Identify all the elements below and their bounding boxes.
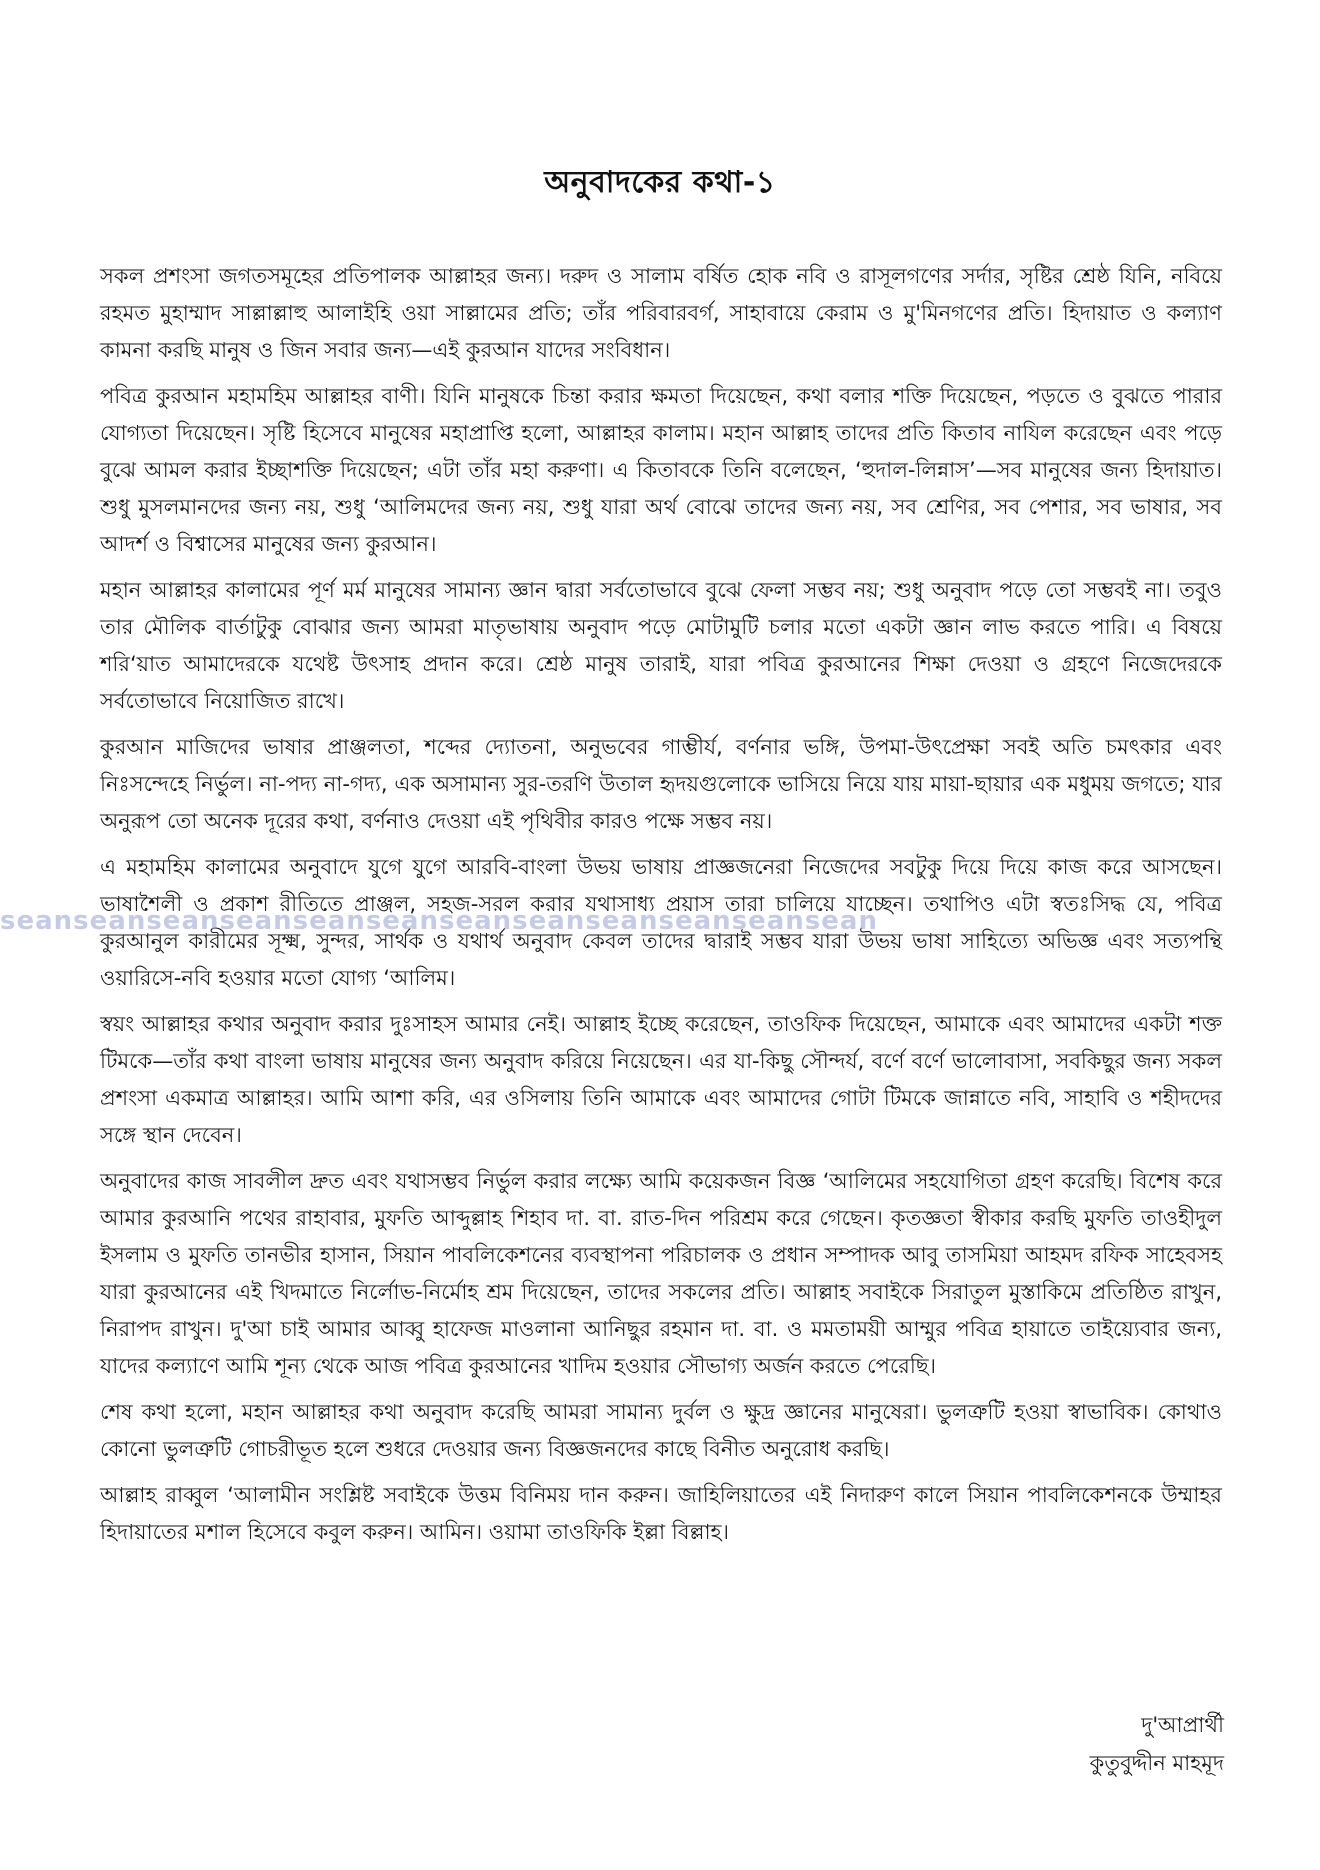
watermark-text: seanseanseanseanseanseanseanseanseanseanseansean	[0, 906, 878, 936]
paragraph-3: মহান আল্লাহর কালামের পূর্ণ মর্ম মানুষের সামান্য জ্ঞান দ্বারা সর্বতোভাবে বুঝে ফেলা সম্ভব নয়; শুধু অনুবাদ পড়ে তো সম্ভবই না। তবুও তার মৌলিক বার্তাটুকু বোঝার জন্য আমরা মাতৃভাষায় অনুবাদ পড়ে মোটামুটি চলার মতো একটা জ্ঞান লাভ করতে পারি। এ বিষয়ে শরি‘য়াত আমাদেরকে যথেষ্ট উৎসাহ প্রদান করে। শ্রেষ্ঠ মানুষ তারাই, যারা পবিত্র কুরআনের শিক্ষা দেওয়া ও গ্রহণে নিজেদেরকে সর্বতোভাবে নিয়োজিত রাখে।	[100, 578, 1222, 713]
page-title: অনুবাদকের কথা-১	[544, 165, 776, 200]
paragraph-7: অনুবাদের কাজ সাবলীল দ্রুত এবং যথাসম্ভব নির্ভুল করার লক্ষ্যে আমি কয়েকজন বিজ্ঞ ‘আলিমের সহযোগিতা গ্রহণ করেছি। বিশেষ করে আমার কুরআনি পথের রাহাবার, মুফতি আব্দুল্লাহ শিহাব দা. বা. রাত-দিন পরিশ্রম করে গেছেন। কৃতজ্ঞতা স্বীকার করছি মুফতি তাওহীদুল ইসলাম ও মুফতি তানভীর হাসান, সিয়ান পাবলিকেশনের ব্যবস্থাপনা পরিচালক ও প্রধান সম্পাদক আবু তাসমিয়া আহমদ রফিক সাহেবসহ যারা কুরআনের এই খিদমাতে নির্লোভ-নির্মোহ শ্রম দিয়েছেন, তাদের সকলের প্রতি। আল্লাহ সবাইকে সিরাতুল মুস্তাকিমে প্রতিষ্ঠিত রাখুন, নিরাপদ রাখুন। দু'আ চাই আমার আব্বু হাফেজ মাওলানা আনিছুর রহমান দা. বা. ও মমতাময়ী আম্মুর পবিত্র হায়াতে তাইয়্যেবার জন্য, যাদের কল্যাণে আমি শূন্য থেকে আজ পবিত্র কুরআনের খাদিম হওয়ার সৌভাগ্য অর্জন করতে পেরেছি।	[100, 1169, 1222, 1378]
paragraph-4: কুরআন মাজিদের ভাষার প্রাঞ্জলতা, শব্দের দ্যোতনা, অনুভবের গাম্ভীর্য, বর্ণনার ভঙ্গি, উপমা-উৎপ্রেক্ষা সবই অতি চমৎকার এবং নিঃসন্দেহে নির্ভুল। না-পদ্য না-গদ্য, এক অসামান্য সুর-তরণি উতাল হৃদয়গুলোকে ভাসিয়ে নিয়ে যায় মায়া-ছায়ার এক মধুময় জগতে; যার অনুরূপ তো অনেক দূরের কথা, বর্ণনাও দেওয়া এই পৃথিবীর কারও পক্ষে সম্ভব নয়।	[100, 735, 1222, 833]
signature-name: কুতুবুদ্দীন মাহমূদ	[1089, 1751, 1224, 1775]
signature-salutation: দু'আপ্রার্থী	[1141, 1713, 1224, 1737]
paragraph-9: আল্লাহ রাব্বুল ‘আলামীন সংশ্লিষ্ট সবাইকে উত্তম বিনিময় দান করুন। জাহিলিয়াতের এই নিদারুণ কালে সিয়ান পাবলিকেশনকে উম্মাহর হিদায়াতের মশাল হিসেবে কবুল করুন। আমিন। ওয়ামা তাওফিকি ইল্লা বিল্লাহ।	[100, 1483, 1222, 1544]
paragraph-5: এ মহামহিম কালামের অনুবাদে যুগে যুগে আরবি-বাংলা উভয় ভাষায় প্রাজ্ঞজনেরা নিজেদের সবটুকু দিয়ে দিয়ে কাজ করে আসছেন। ভাষাশৈলী ও প্রকাশ রীতিতে প্রাঞ্জল, সহজ-সরল করার যথাসাধ্য প্রয়াস তারা চালিয়ে যাচ্ছেন। তথাপিও এটা স্বতঃসিদ্ধ যে, পবিত্র কুরআনুল কারীমের সূক্ষ্ম, সুন্দর, সার্থক ও যথার্থ অনুবাদ কেবল তাদের দ্বারাই সম্ভব যারা উভয় ভাষা সাহিত্যে অভিজ্ঞ এবং সত্যপন্থি ওয়ারিসে-নবি হওয়ার মতো যোগ্য ‘আলিম।	[100, 855, 1222, 990]
paragraph-6: স্বয়ং আল্লাহর কথার অনুবাদ করার দুঃসাহস আমার নেই। আল্লাহ ইচ্ছে করেছেন, তাওফিক দিয়েছেন, আমাকে এবং আমাদের একটা শক্ত টিমকে—তাঁর কথা বাংলা ভাষায় মানুষের জন্য অনুবাদ করিয়ে নিয়েছেন। এর যা-কিছু সৌন্দর্য, বর্ণে বর্ণে ভালোবাসা, সবকিছুর জন্য সকল প্রশংসা একমাত্র আল্লাহর। আমি আশা করি, এর ওসিলায় তিনি আমাকে এবং আমাদের গোটা টিমকে জান্নাতে নবি, সাহাবি ও শহীদদের সঙ্গে স্থান দেবেন।	[100, 1012, 1222, 1147]
paragraph-1: সকল প্রশংসা জগতসমূহের প্রতিপালক আল্লাহর জন্য। দরুদ ও সালাম বর্ষিত হোক নবি ও রাসূলগণের সর্দার, সৃষ্টির শ্রেষ্ঠ যিনি, নবিয়ে রহমত মুহাম্মাদ সাল্লাল্লাহু আলাইহি ওয়া সাল্লামের প্রতি; তাঁর পরিবারবর্গ, সাহাবায়ে কেরাম ও মু'মিনগণের প্রতি। হিদায়াত ও কল্যাণ কামনা করছি মানুষ ও জিন সবার জন্য—এই কুরআন যাদের সংবিধান।	[100, 264, 1222, 362]
paragraph-2: পবিত্র কুরআন মহামহিম আল্লাহর বাণী। যিনি মানুষকে চিন্তা করার ক্ষমতা দিয়েছেন, কথা বলার শক্তি দিয়েছেন, পড়তে ও বুঝতে পারার যোগ্যতা দিয়েছেন। সৃষ্টি হিসেবে মানুষের মহাপ্রাপ্তি হলো, আল্লাহর কালাম। মহান আল্লাহ তাদের প্রতি কিতাব নাযিল করেছেন এবং পড়ে বুঝে আমল করার ইচ্ছাশক্তি দিয়েছেন; এটা তাঁর মহা করুণা। এ কিতাবকে তিনি বলেছেন, ‘হুদাল-লিন্নাস’—সব মানুষের জন্য হিদায়াত। শুধু মুসলমানদের জন্য নয়, শুধু ‘আলিমদের জন্য নয়, শুধু যারা অর্থ বোঝে তাদের জন্য নয়, সব শ্রেণির, সব পেশার, সব ভাষার, সব আদর্শ ও বিশ্বাসের মানুষের জন্য কুরআন।	[100, 384, 1222, 556]
signature-block	[1090, 1706, 1224, 1782]
paragraph-8: শেষ কথা হলো, মহান আল্লাহর কথা অনুবাদ করেছি আমরা সামান্য দুর্বল ও ক্ষুদ্র জ্ঞানের মানুষেরা। ভুলত্রুটি হওয়া স্বাভাবিক। কোথাও কোনো ভুলত্রুটি গোচরীভূত হলে শুধরে দেওয়ার জন্য বিজ্ঞজনদের কাছে বিনীত অনুরোধ করছি।	[100, 1400, 1222, 1461]
body-text	[100, 258, 1222, 1560]
